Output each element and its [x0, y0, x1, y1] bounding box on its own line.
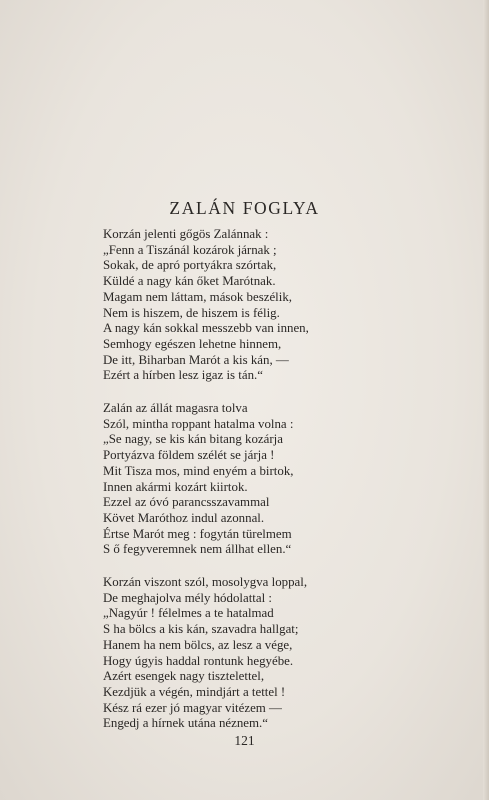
poem-line: Hogy úgyis haddal rontunk hegyébe.	[103, 653, 294, 668]
poem-line: Korzán viszont szól, mosolygva loppal,	[103, 575, 308, 590]
poem-line: Nem is hiszem, de hiszem is félig.	[103, 305, 280, 320]
poem-line: Kész rá ezer jó magyar vitézem —	[103, 700, 282, 715]
poem-body	[103, 227, 383, 732]
poem-line: Magam nem láttam, mások beszélik,	[103, 289, 293, 304]
poem-line: Korzán jelenti gőgös Zalánnak :	[103, 227, 269, 241]
poem-line: Követ Maróthoz indul azonnal.	[103, 510, 265, 525]
poem-line: A nagy kán sokkal messzebb van innen,	[103, 321, 309, 336]
page-number: 121	[234, 733, 255, 748]
page-edge-shadow	[483, 0, 489, 800]
poem-line: „Fenn a Tiszánál kozárok járnak ;	[103, 242, 277, 257]
poem-line: Engedj a hírnek utána néznem.“	[103, 716, 268, 731]
poem-line: De itt, Biharban Marót a kis kán, —	[103, 352, 289, 367]
poem-line: Értse Marót meg : fogytán türelmem	[103, 526, 292, 541]
stanza	[103, 575, 383, 732]
poem-line: Innen akármi kozárt kiirtok.	[103, 479, 248, 494]
poem-line: Kezdjük a végén, mindjárt a tettel !	[103, 684, 286, 699]
poem-line: Azért esengek nagy tisztelettel,	[103, 669, 265, 684]
poem-line: Hanem ha nem bölcs, az lesz a vége,	[103, 637, 293, 652]
poem-title: ZALÁN FOGLYA	[169, 198, 320, 218]
stanza	[103, 227, 383, 384]
poem-line: Szól, mintha roppant hatalma volna :	[103, 416, 294, 431]
poem-line: S ha bölcs a kis kán, szavadra hallgat;	[103, 622, 299, 637]
poem-line: Zalán az állát magasra tolva	[103, 401, 248, 416]
poem-line: Portyázva földem szélét se járja !	[103, 448, 275, 463]
stanza	[103, 401, 383, 558]
poem-line: S ő fegyveremnek nem állhat ellen.“	[103, 542, 292, 557]
poem-line: Küldé a nagy kán őket Marótnak.	[103, 274, 276, 289]
poem-line: Semhogy egészen lehetne hinnem,	[103, 336, 282, 351]
poem-line: Sokak, de apró portyákra szórtak,	[103, 258, 277, 273]
poem-line: „Se nagy, se kis kán bitang kozárja	[103, 432, 283, 447]
poem-line: Ezzel az óvó parancsszavammal	[103, 495, 270, 510]
poem-line: De meghajolva mély hódolattal :	[103, 590, 272, 605]
poem-line: Ezért a hírben lesz igaz is tán.“	[103, 368, 263, 383]
poem-line: Mit Tisza mos, mind enyém a birtok,	[103, 463, 294, 478]
poem-line: „Nagyúr ! félelmes a te hatalmad	[103, 606, 274, 621]
